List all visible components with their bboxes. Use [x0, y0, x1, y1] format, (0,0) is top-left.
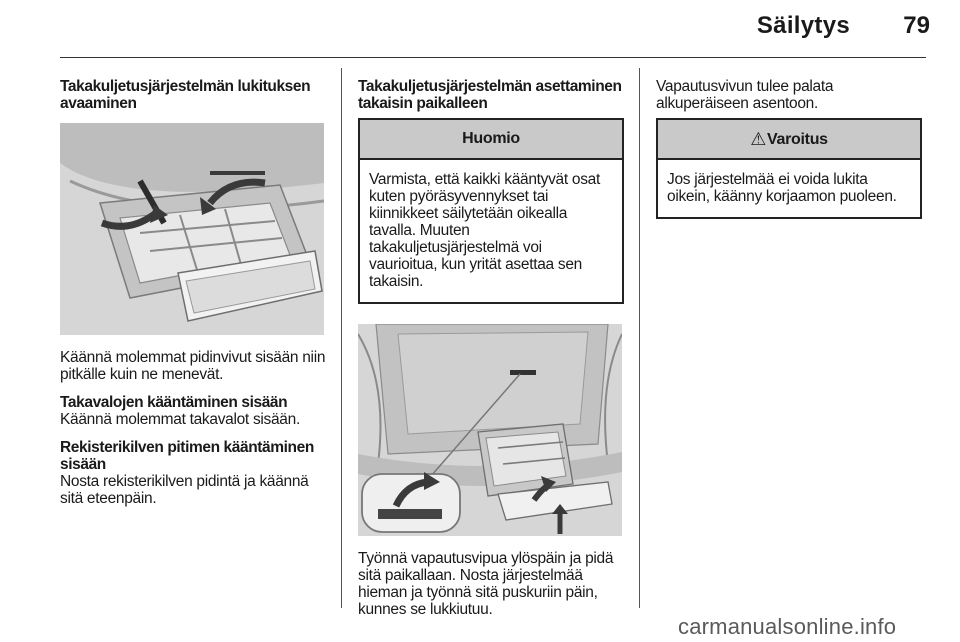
- notice-text: Varmista, että kaikki kääntyvät osat kuten pyöräsyvennykset tai kiinnikkeet säilytetään oikealla tavalla. Muuten takakuljetusjärjestelmä voi vaurioitua, kun yrität asettaa sen takaisin.: [369, 171, 600, 290]
- notice-box: [358, 118, 624, 304]
- notice-title: Huomio: [360, 120, 622, 160]
- warning-title-row: [658, 120, 920, 160]
- section-heading-unlock: Takakuljetusjärjestelmän lukituksen avaaminen: [60, 78, 311, 112]
- page-header-title: Säilytys: [756, 12, 850, 39]
- warning-title: Varoitus: [767, 131, 828, 148]
- paragraph-push-lever: Työnnä vapautusvipua ylöspäin ja pidä sitä paikallaan. Nosta järjestelmää hieman ja työnnä sitä puskuriin päin, kunnes se lukkiutuu.: [358, 550, 614, 618]
- column-3: [656, 78, 922, 219]
- carrier-unlock-illustration: [60, 123, 324, 335]
- paragraph-lever-return: Vapautusvivun tulee palata alkuperäiseen asentoon.: [656, 78, 834, 112]
- carrier-retract-illustration: [358, 324, 622, 536]
- column-divider-1: [341, 68, 342, 608]
- warning-text: Jos järjestelmää ei voida lukita oikein, käänny korjaamon puoleen.: [667, 171, 897, 205]
- figure-carrier-unlock: [60, 123, 324, 335]
- column-2: [358, 78, 624, 618]
- figure-carrier-retract: [358, 324, 622, 536]
- paragraph-turn-levers: Käännä molemmat pidinvivut sisään niin pitkälle kuin ne menevät.: [60, 349, 326, 383]
- page-number: 79: [903, 12, 930, 39]
- paragraph-rear-lights: Käännä molemmat takavalot sisään.: [60, 411, 300, 428]
- warning-triangle-icon: ⚠: [750, 129, 767, 149]
- subheading-plate-holder: Rekisterikilven pitimen kääntäminen sisään: [60, 439, 314, 473]
- header-rule: [60, 57, 926, 58]
- section-heading-retract: Takakuljetusjärjestelmän asettaminen takaisin paikalleen: [358, 78, 622, 112]
- paragraph-plate-holder: Nosta rekisterikilven pidintä ja käännä sitä eteenpäin.: [60, 473, 309, 507]
- watermark: carmanualsonline.info: [678, 614, 897, 639]
- subheading-rear-lights: Takavalojen kääntäminen sisään: [60, 394, 288, 411]
- column-1: [60, 78, 326, 507]
- warning-box: [656, 118, 922, 219]
- column-divider-2: [639, 68, 640, 608]
